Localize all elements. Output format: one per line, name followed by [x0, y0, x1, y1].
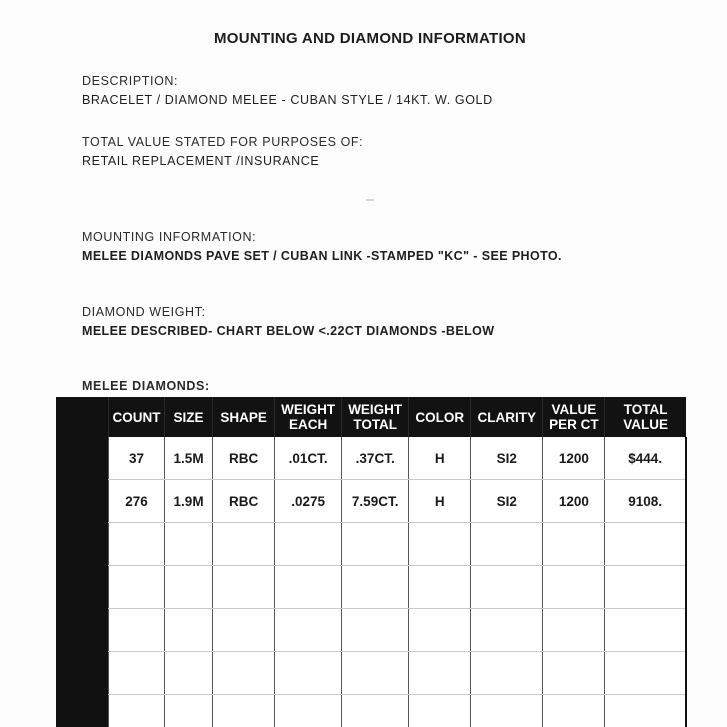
- header-clarity: CLARITY: [471, 397, 543, 437]
- cell-count: 276: [109, 480, 165, 523]
- header-shape: SHAPE: [213, 397, 275, 437]
- empty-cell: [213, 695, 275, 727]
- melee-table-block: [56, 397, 687, 727]
- mounting-label: MOUNTING INFORMATION:: [82, 230, 257, 244]
- cell-count: 37: [109, 437, 165, 480]
- empty-cell: [109, 523, 165, 566]
- empty-cell: [605, 566, 686, 609]
- header-value-per-ct: VALUE PER CT: [543, 397, 605, 437]
- empty-cell: [213, 609, 275, 652]
- cell-value-per-ct: 1200: [543, 437, 605, 480]
- empty-table-row: [109, 695, 687, 727]
- empty-cell: [213, 652, 275, 695]
- cell-size: 1.5M: [165, 437, 213, 480]
- empty-cell: [213, 566, 275, 609]
- description-section: [82, 72, 493, 110]
- empty-cell: [409, 609, 471, 652]
- cell-weight-total: 7.59CT.: [342, 480, 409, 523]
- empty-table-row: [109, 609, 687, 652]
- empty-cell: [275, 566, 342, 609]
- empty-cell: [543, 652, 605, 695]
- cell-total-value: $444.: [605, 437, 686, 480]
- empty-cell: [165, 695, 213, 727]
- empty-cell: [543, 566, 605, 609]
- empty-cell: [409, 566, 471, 609]
- cell-weight-total: .37CT.: [342, 437, 409, 480]
- empty-cell: [165, 523, 213, 566]
- empty-cell: [471, 566, 543, 609]
- diamond-weight-value: MELEE DESCRIBED- CHART BELOW <.22CT DIAMONDS -BELOW: [82, 324, 495, 338]
- melee-diamonds-table: [108, 397, 687, 727]
- header-count: COUNT: [109, 397, 165, 437]
- empty-cell: [409, 652, 471, 695]
- table-row: [109, 480, 687, 523]
- empty-cell: [605, 609, 686, 652]
- cell-clarity: SI2: [471, 480, 543, 523]
- cell-total-value: 9108.: [605, 480, 686, 523]
- empty-cell: [109, 695, 165, 727]
- table-left-bar: [56, 397, 108, 727]
- cell-shape: RBC: [213, 480, 275, 523]
- description-label: DESCRIPTION:: [82, 74, 179, 88]
- empty-cell: [409, 523, 471, 566]
- empty-cell: [409, 695, 471, 727]
- header-size: SIZE: [165, 397, 213, 437]
- melee-section: [82, 377, 210, 396]
- empty-cell: [543, 695, 605, 727]
- cell-weight-each: .0275: [275, 480, 342, 523]
- empty-cell: [275, 523, 342, 566]
- total-value-purpose-value: RETAIL REPLACEMENT /INSURANCE: [82, 154, 320, 168]
- empty-table-row: [109, 523, 687, 566]
- empty-cell: [109, 566, 165, 609]
- table-header-row: [109, 397, 687, 437]
- melee-diamonds-label: MELEE DIAMONDS:: [82, 379, 210, 393]
- total-value-section: [82, 133, 363, 171]
- empty-cell: [543, 609, 605, 652]
- scan-speck: [366, 199, 374, 201]
- header-weight-total: WEIGHT TOTAL: [342, 397, 409, 437]
- header-weight-each: WEIGHT EACH: [275, 397, 342, 437]
- mounting-section: [82, 228, 562, 266]
- empty-cell: [165, 566, 213, 609]
- empty-cell: [275, 695, 342, 727]
- cell-value-per-ct: 1200: [543, 480, 605, 523]
- cell-size: 1.9M: [165, 480, 213, 523]
- empty-cell: [605, 523, 686, 566]
- description-value: BRACELET / DIAMOND MELEE - CUBAN STYLE / 14KT. W. GOLD: [82, 93, 493, 107]
- cell-color: H: [409, 437, 471, 480]
- empty-cell: [109, 609, 165, 652]
- empty-cell: [165, 609, 213, 652]
- empty-cell: [165, 652, 213, 695]
- table-row: [109, 437, 687, 480]
- empty-cell: [342, 609, 409, 652]
- header-color: COLOR: [409, 397, 471, 437]
- empty-cell: [605, 652, 686, 695]
- empty-cell: [342, 566, 409, 609]
- empty-cell: [275, 652, 342, 695]
- empty-table-row: [109, 652, 687, 695]
- empty-cell: [471, 695, 543, 727]
- empty-cell: [342, 695, 409, 727]
- empty-cell: [213, 523, 275, 566]
- empty-cell: [543, 523, 605, 566]
- mounting-value: MELEE DIAMONDS PAVE SET / CUBAN LINK -STAMPED "KC" - SEE PHOTO.: [82, 249, 562, 263]
- empty-cell: [471, 652, 543, 695]
- empty-cell: [275, 609, 342, 652]
- diamond-weight-section: [82, 303, 494, 341]
- cell-shape: RBC: [213, 437, 275, 480]
- empty-cell: [109, 652, 165, 695]
- document-title: MOUNTING AND DIAMOND INFORMATION: [213, 30, 527, 47]
- cell-clarity: SI2: [471, 437, 543, 480]
- empty-cell: [342, 523, 409, 566]
- empty-cell: [605, 695, 686, 727]
- total-value-purpose-label: TOTAL VALUE STATED FOR PURPOSES OF:: [82, 135, 364, 149]
- empty-cell: [471, 523, 543, 566]
- empty-cell: [342, 652, 409, 695]
- cell-color: H: [409, 480, 471, 523]
- header-total-value: TOTAL VALUE: [605, 397, 686, 437]
- cell-weight-each: .01CT.: [275, 437, 342, 480]
- diamond-weight-label: DIAMOND WEIGHT:: [82, 305, 206, 319]
- empty-cell: [471, 609, 543, 652]
- empty-table-row: [109, 566, 687, 609]
